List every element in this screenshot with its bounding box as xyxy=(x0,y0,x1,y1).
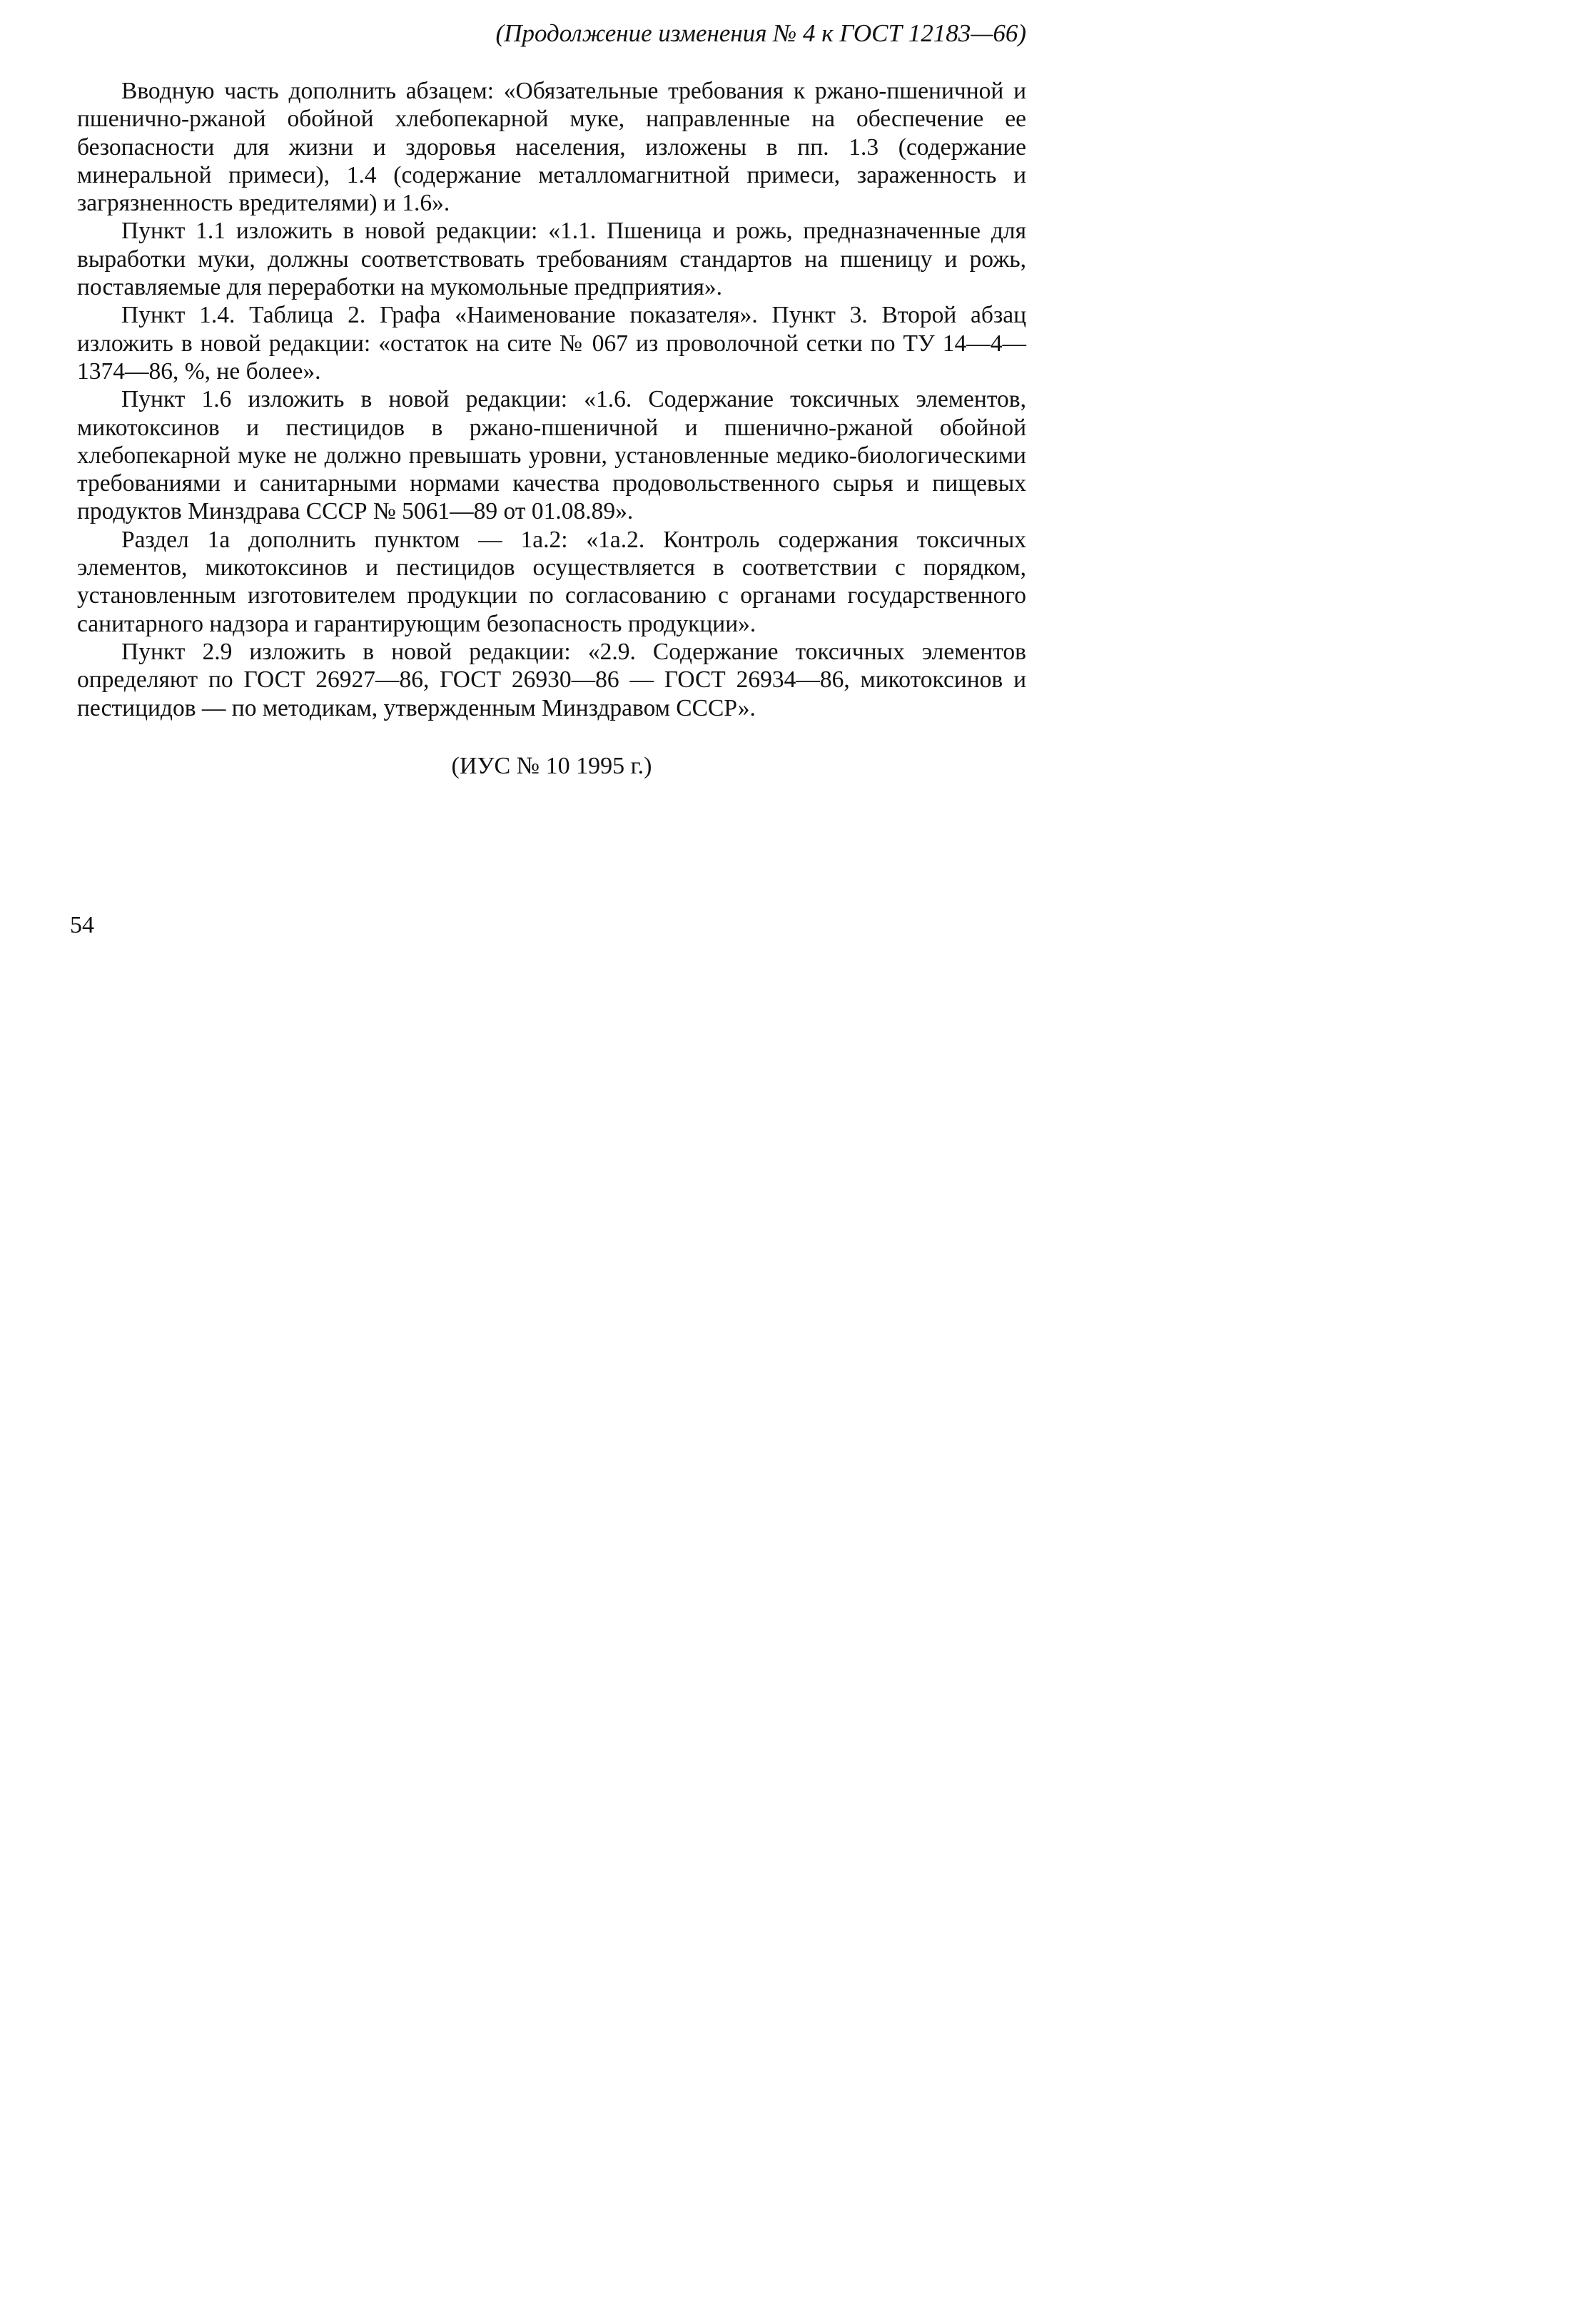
page-number: 54 xyxy=(70,912,94,938)
paragraph-item-1-4: Пункт 1.4. Таблица 2. Графа «Наименование показателя». Пункт 3. Второй абзац изложить в новой редакции: «остаток на сите № 067 из проволочной сетки по ТУ 14—4—1374—86, %, не более». xyxy=(77,302,1026,385)
paragraph-item-2-9: Пункт 2.9 изложить в новой редакции: «2.9. Содержание токсичных элементов определяют по ГОСТ 26927—86, ГОСТ 26930—86 — ГОСТ 26934—86, микотоксинов и пестицидов — по методикам, утвержденным Минздравом СССР». xyxy=(77,638,1026,721)
publication-citation: (ИУС № 10 1995 г.) xyxy=(451,753,652,779)
amendment-text xyxy=(77,77,1026,722)
running-header: (Продолжение изменения № 4 к ГОСТ 12183—66) xyxy=(495,19,1026,47)
paragraph-item-1-1: Пункт 1.1 изложить в новой редакции: «1.1. Пшеница и рожь, предназначенные для выработки муки, должны соответствовать требованиям стандартов на пшеницу и рожь, поставляемые для переработки на мукомольные предприятия». xyxy=(77,218,1026,301)
paragraph-item-1-6: Пункт 1.6 изложить в новой редакции: «1.6. Содержание токсичных элементов, микотоксинов и пестицидов в ржано-пшеничной и пшенично-ржаной обойной хлебопекарной муке не должно превышать уровни, установленные медико-биологическими требованиями и санитарными нормами качества продовольственного сырья и пищевых продуктов Минздрава СССР № 5061—89 от 01.08.89». xyxy=(77,386,1026,525)
paragraph-section-1a: Раздел 1а дополнить пунктом — 1а.2: «1а.2. Контроль содержания токсичных элементов, микотоксинов и пестицидов осуществляется в соответствии с порядком, установленным изготовителем продукции по согласованию с органами государственного санитарного надзора и гарантирующим безопасность продукции». xyxy=(77,526,1026,637)
paragraph-introduction: Вводную часть дополнить абзацем: «Обязательные требования к ржано-пшеничной и пшенично-ржаной обойной хлебопекарной муке, направленные на обеспечение ее безопасности для жизни и здоровья населения, изложены в пп. 1.3 (содержание минеральной примеси), 1.4 (содержание металломагнитной примеси, зараженность и загрязненность вредителями) и 1.6». xyxy=(77,78,1026,217)
